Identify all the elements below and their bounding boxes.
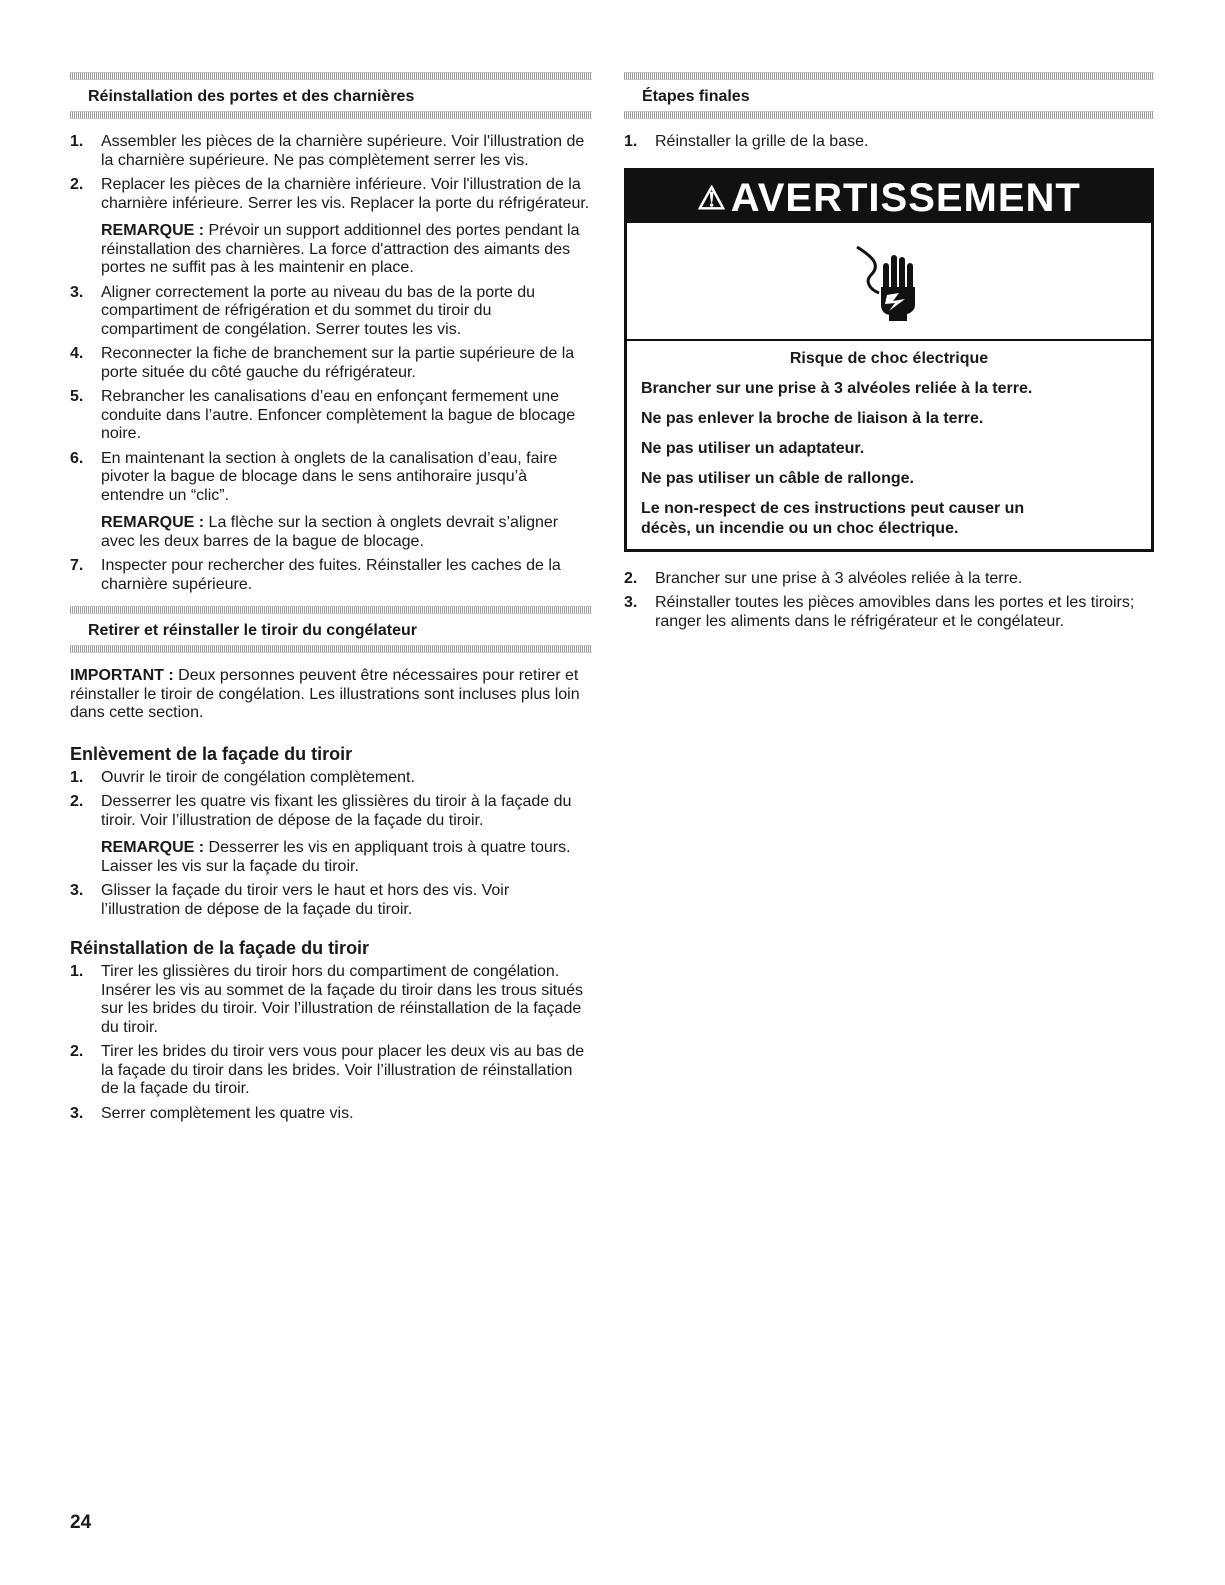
- subheading-reinstall-drawer-front: Réinstallation de la façade du tiroir: [70, 938, 370, 958]
- step-text: Réinstaller toutes les pièces amovibles dans les portes et les tiroirs; ranger les aliments dans le réfrigérateur et le congélateur.: [655, 594, 1135, 630]
- page-number: 24: [70, 1512, 92, 1533]
- list-item: [70, 176, 592, 278]
- step-number: 2.: [70, 793, 84, 810]
- important-paragraph: [70, 667, 592, 723]
- left-column: [70, 72, 592, 1129]
- step-number: 6.: [70, 449, 84, 467]
- step-number: 2.: [70, 176, 84, 193]
- steps-doors-hinges: [70, 133, 592, 594]
- list-item: [70, 133, 592, 170]
- steps-final-rest: [624, 570, 1154, 632]
- warning-body: [627, 341, 1151, 549]
- step-text: Rebrancher les canalisations d’eau en enfonçant fermement une conduite dans l’autre. Enfoncer complètement la bague de blocage noire.: [101, 388, 576, 442]
- list-item: [624, 594, 1154, 631]
- step-number: 2.: [624, 569, 638, 587]
- note-text: Prévoir un support additionnel des portes pendant la réinstallation des charnières. La force d'attraction des aimants des portes ne suffit pas à les maintenir en place.: [101, 222, 580, 276]
- step-text: En maintenant la section à onglets de la canalisation d’eau, faire pivoter la bague de blocage dans le sens antihoraire jusqu’à entendre un “clic”.: [101, 449, 558, 504]
- note: [101, 839, 592, 876]
- list-item: [70, 557, 592, 594]
- step-text: Reconnecter la fiche de branchement sur la partie supérieure de la porte située du côté gauche du réfrigérateur.: [101, 345, 575, 381]
- step-number: 1.: [70, 768, 84, 786]
- step-text: Assembler les pièces de la charnière supérieure. Voir l'illustration de la charnière supérieure. Ne pas complètement serrer les vis.: [101, 133, 585, 169]
- note-text: La flèche sur la section à onglets devrait s’aligner avec les deux barres de la bague de blocage.: [101, 514, 559, 550]
- step-number: 5.: [70, 388, 84, 405]
- warning-icon-area: [627, 223, 1151, 341]
- step-text: Glisser la façade du tiroir vers le haut et hors des vis. Voir l’illustration de dépose de la façade du tiroir.: [101, 882, 510, 918]
- list-item: [70, 1043, 592, 1099]
- warning-title: AVERTISSEMENT: [730, 175, 1081, 220]
- step-number: 7.: [70, 557, 84, 574]
- section-rule: [624, 72, 1154, 80]
- step-number: 2.: [70, 1043, 84, 1060]
- step-text: Tirer les brides du tiroir vers vous pour placer les deux vis au bas de la façade du tiroir dans les brides. Voir l’illustration de réinstallation de la façade du tiroir.: [101, 1043, 585, 1097]
- subheading-remove-drawer-front: Enlèvement de la façade du tiroir: [70, 743, 353, 764]
- note-label: REMARQUE :: [101, 839, 205, 856]
- warning-risk: Risque de choc électrique: [789, 349, 989, 367]
- list-item: [624, 133, 1154, 152]
- list-item: [624, 570, 1154, 589]
- list-item: [70, 345, 592, 382]
- section-rule: [70, 72, 592, 80]
- list-item: [70, 388, 592, 444]
- section-header-final-steps: [624, 72, 1154, 119]
- step-text: Replacer les pièces de la charnière inférieure. Voir l'illustration de la charnière inférieure. Serrer les vis. Replacer la porte du réfrigérateur.: [101, 176, 590, 212]
- right-column: [624, 72, 1154, 637]
- section-rule: [70, 111, 592, 119]
- step-text: Inspecter pour rechercher des fuites. Réinstaller les caches de la charnière supérieure.: [101, 557, 561, 593]
- note: [101, 514, 592, 551]
- section-header-freezer-drawer: [70, 606, 592, 653]
- step-number: 3.: [624, 594, 638, 611]
- note-label: REMARQUE :: [101, 514, 205, 531]
- step-number: 1.: [70, 963, 84, 980]
- list-item: [70, 769, 592, 788]
- warning-triangle-icon: ⚠: [697, 179, 727, 216]
- list-item: [70, 284, 592, 340]
- step-number: 3.: [70, 1104, 84, 1122]
- step-number: 3.: [70, 882, 84, 899]
- step-text: Serrer complètement les quatre vis.: [101, 1104, 354, 1122]
- section-rule: [70, 645, 592, 653]
- step-number: 1.: [624, 133, 638, 150]
- warning-header: [627, 171, 1151, 223]
- section-title: Étapes finales: [642, 88, 750, 105]
- note-label: REMARQUE :: [101, 222, 205, 239]
- step-number: 4.: [70, 345, 84, 362]
- step-text: Aligner correctement la porte au niveau du bas de la porte du compartiment de réfrigération et du sommet du tiroir du compartiment de congélation. Serrer toutes les vis.: [101, 283, 536, 338]
- section-header-doors-hinges: [70, 72, 592, 119]
- important-label: IMPORTANT :: [70, 667, 174, 684]
- warning-line: Brancher sur une prise à 3 alvéoles reliée à la terre.: [641, 379, 1033, 397]
- section-rule: [70, 606, 592, 614]
- step-number: 1.: [70, 133, 84, 150]
- section-title: Réinstallation des portes et des charnières: [88, 88, 415, 105]
- step-text: Desserrer les quatre vis fixant les glissières du tiroir à la façade du tiroir. Voir l’illustration de dépose de la façade du tiroir.: [101, 793, 572, 829]
- step-text: Tirer les glissières du tiroir hors du compartiment de congélation. Insérer les vis au sommet de la façade du tiroir dans les trous situés sur les brides du tiroir. Voir l’illustration de réinstallation de la façade du tiroir.: [101, 963, 583, 1036]
- warning-line: Ne pas utiliser un adaptateur.: [641, 439, 865, 457]
- list-item: [70, 882, 592, 919]
- note-text: Desserrer les vis en appliquant trois à quatre tours. Laisser les vis sur la façade du tiroir.: [101, 839, 571, 875]
- warning-line: Le non-respect de ces instructions peut causer un décès, un incendie ou un choc électrique.: [641, 499, 1025, 537]
- list-item: [70, 793, 592, 876]
- steps-reinstall-drawer-front: [70, 963, 592, 1123]
- step-text: Réinstaller la grille de la base.: [655, 133, 869, 150]
- steps-final-first: [624, 133, 1154, 152]
- step-text: Ouvrir le tiroir de congélation complètement.: [101, 768, 415, 786]
- important-text: Deux personnes peuvent être nécessaires pour retirer et réinstaller le tiroir de congélation. Les illustrations sont incluses plus loin dans cette section.: [70, 667, 580, 721]
- list-item: [70, 963, 592, 1037]
- steps-remove-drawer-front: [70, 769, 592, 920]
- warning-line: Ne pas utiliser un câble de rallonge.: [641, 469, 914, 487]
- section-rule: [624, 111, 1154, 119]
- section-title: Retirer et réinstaller le tiroir du congélateur: [88, 622, 417, 639]
- electric-shock-hand-icon: [851, 241, 931, 321]
- warning-box: [624, 168, 1154, 552]
- step-text: Brancher sur une prise à 3 alvéoles reliée à la terre.: [655, 569, 1023, 587]
- note: [101, 222, 592, 278]
- list-item: [70, 450, 592, 552]
- list-item: [70, 1105, 592, 1124]
- warning-line: Ne pas enlever la broche de liaison à la terre.: [641, 409, 984, 427]
- step-number: 3.: [70, 283, 84, 301]
